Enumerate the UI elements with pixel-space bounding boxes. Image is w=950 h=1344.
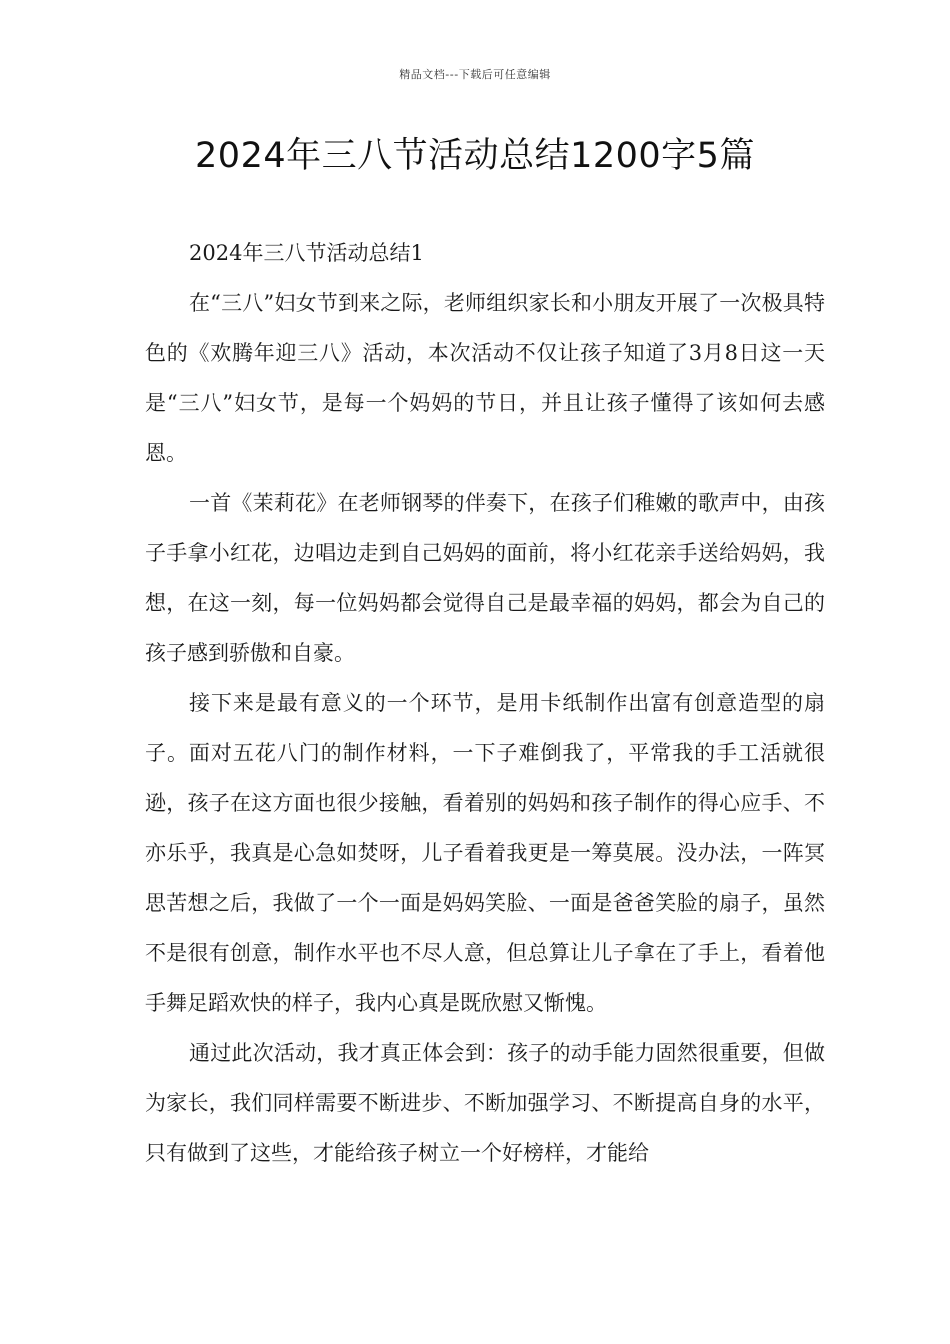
document-title: 2024年三八节活动总结1200字5篇 [195, 136, 755, 176]
document-body [145, 228, 825, 1178]
paragraph: 在“三八”妇女节到来之际，老师组织家长和小朋友开展了一次极具特色的《欢腾年迎三八》活动，本次活动不仅让孩子知道了3月8日这一天是“三八”妇女节，是每一个妈妈的节日，并且让孩子懂得了该如何去感恩。 [145, 291, 825, 465]
paragraph: 接下来是最有意义的一个环节，是用卡纸制作出富有创意造型的扇子。面对五花八门的制作材料，一下子难倒我了，平常我的手工活就很逊，孩子在这方面也很少接触，看着别的妈妈和孩子制作的得心应手、不亦乐乎，我真是心急如焚呀，儿子看着我更是一筹莫展。没办法，一阵冥思苦想之后，我做了一个一面是妈妈笑脸、一面是爸爸笑脸的扇子，虽然不是很有创意，制作水平也不尽人意，但总算让儿子拿在了手上，看着他手舞足蹈欢快的样子，我内心真是既欣慰又惭愧。 [145, 691, 825, 1015]
paragraph: 一首《茉莉花》在老师钢琴的伴奏下，在孩子们稚嫩的歌声中，由孩子手拿小红花，边唱边走到自己妈妈的面前，将小红花亲手送给妈妈，我想，在这一刻，每一位妈妈都会觉得自己是最幸福的妈妈，都会为自己的孩子感到骄傲和自豪。 [145, 491, 825, 665]
paragraph: 通过此次活动，我才真正体会到：孩子的动手能力固然很重要，但做为家长，我们同样需要不断进步、不断加强学习、不断提高自身的水平，只有做到了这些，才能给孩子树立一个好榜样，才能给 [145, 1041, 825, 1165]
section-heading: 2024年三八节活动总结1 [189, 241, 424, 265]
header-note: 精品文档---下载后可任意编辑 [399, 68, 551, 81]
